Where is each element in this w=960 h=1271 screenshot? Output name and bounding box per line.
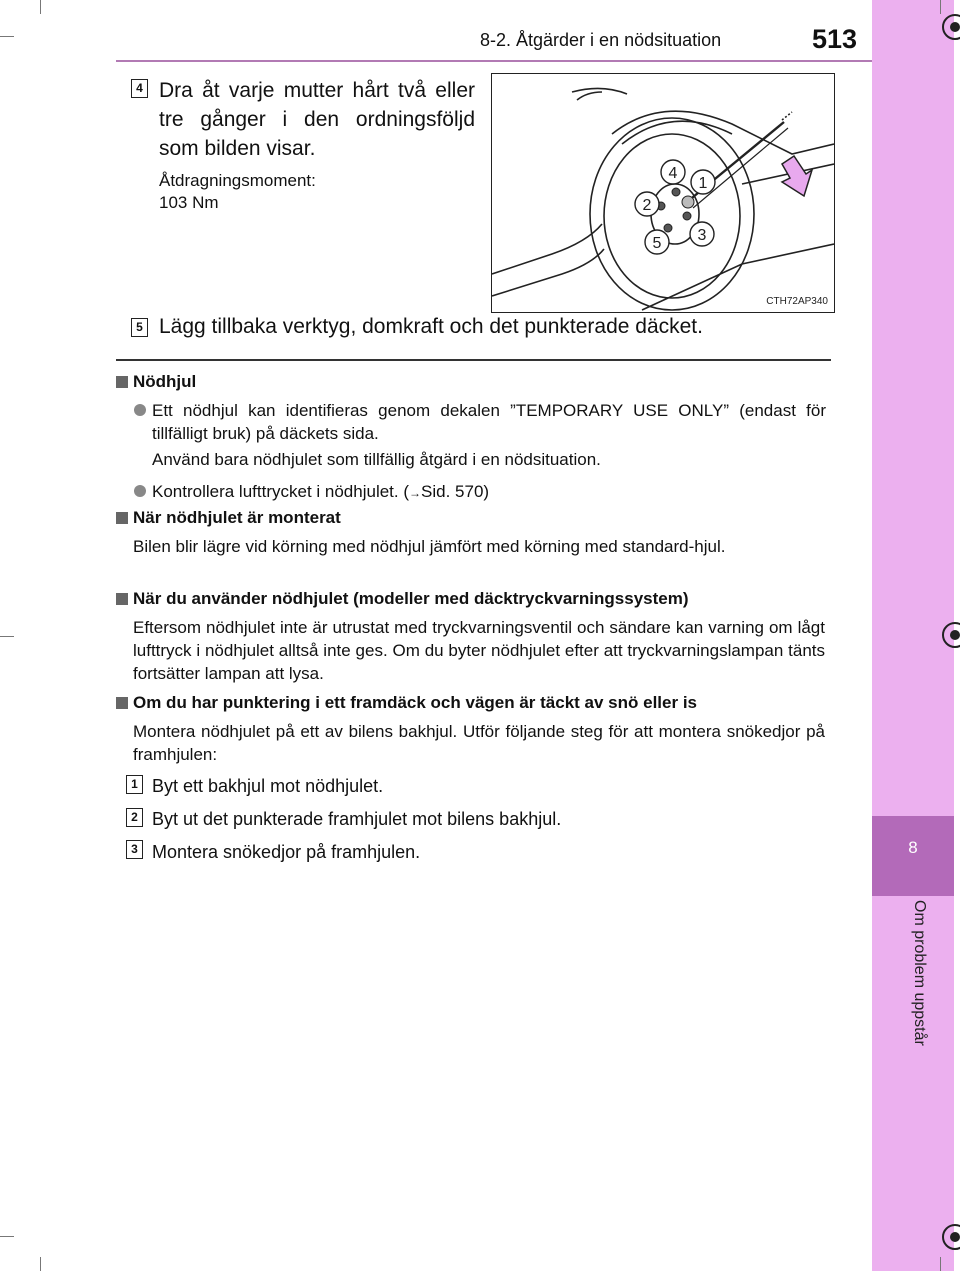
step4-text: Dra åt varje mutter hårt två eller tre gånger i den ordningsföljd som bilden visar.	[159, 79, 475, 160]
chapter-title: Om problem uppstår	[911, 900, 928, 1046]
bullet1-line1: Ett nödhjul kan identifieras genom dekalen ”TEMPORARY USE ONLY” (endast för tillfälligt bruk) på däckets sida.	[152, 401, 826, 443]
chapter-number: 8	[908, 838, 918, 857]
section-heading-tryckvarning: När du använder nödhjulet (modeller med däcktryckvarningssystem)	[133, 589, 689, 608]
bullet1-line2: Använd bara nödhjulet som tillfällig åtgärd i en nödsituation.	[152, 450, 601, 469]
step5-text: Lägg tillbaka verktyg, domkraft och det punkterade däcket.	[159, 315, 703, 338]
nut-label-2: 2	[642, 197, 652, 214]
bullet2	[152, 480, 489, 505]
step-number-4: 4	[131, 79, 148, 98]
bullet2-text: Kontrollera lufttrycket i nödhjulet. (	[152, 482, 410, 501]
list-number-2: 2	[126, 808, 143, 827]
section-heading-punktering: Om du har punktering i ett framdäck och vägen är täckt av snö eller is	[133, 693, 698, 712]
crop-mark	[0, 636, 14, 637]
section3-text: Eftersom nödhjulet inte är utrustat med tryckvarningsventil och sändare kan varning om lågt lufttryck i nödhjulet alltså inte ges. Om du byter nödhjulet efter att tryckvarningslampan tänts fortsätter lampan att lysa.	[133, 618, 825, 683]
nut-label-1: 1	[698, 175, 708, 192]
arrow-right-icon: →	[409, 486, 422, 500]
crop-mark	[940, 0, 941, 14]
step-number-5: 5	[131, 318, 148, 337]
nut-label-3: 3	[697, 227, 707, 244]
section2-text: Bilen blir lägre vid körning med nödhjul jämfört med körning med standard-hjul.	[133, 537, 726, 556]
torque-label: Åtdragningsmoment:	[159, 171, 316, 190]
page-number: 513	[812, 24, 858, 54]
list-number-3: 3	[126, 840, 143, 859]
list-item-3: Montera snökedjor på framhjulen.	[152, 842, 421, 862]
registration-dot-icon	[950, 1232, 960, 1242]
list-item-2: Byt ut det punkterade framhjulet mot bilens bakhjul.	[152, 809, 562, 829]
registration-dot-icon	[950, 630, 960, 640]
crop-mark	[40, 0, 41, 14]
crop-mark	[0, 36, 14, 37]
page-reference: Sid. 570)	[421, 482, 490, 501]
nut-label-4: 4	[668, 165, 678, 182]
list-item-1: Byt ett bakhjul mot nödhjulet.	[152, 776, 384, 796]
bullet-dot-icon	[134, 485, 146, 497]
crop-mark	[0, 1236, 14, 1237]
section-heading-monterat: När nödhjulet är monterat	[133, 508, 341, 527]
wheel-nut-figure	[491, 73, 835, 313]
section-heading-nodhjul: Nödhjul	[133, 372, 197, 391]
section-square-icon	[116, 593, 128, 605]
wheel-illustration	[492, 74, 834, 312]
section4-text: Montera nödhjulet på ett av bilens bakhjul. Utför följande steg för att montera snökedjor på framhjulen:	[133, 722, 825, 764]
section-square-icon	[116, 512, 128, 524]
section-square-icon	[116, 376, 128, 388]
section-title: 8-2. Åtgärder i en nödsituation	[480, 30, 722, 50]
section-square-icon	[116, 697, 128, 709]
section-divider	[116, 359, 831, 361]
bullet-dot-icon	[134, 404, 146, 416]
list-number-1: 1	[126, 775, 143, 794]
figure-code: CTH72AP340	[766, 296, 828, 307]
nut-label-5: 5	[652, 235, 662, 252]
registration-dot-icon	[950, 22, 960, 32]
header-rule	[116, 60, 872, 62]
crop-mark	[40, 1257, 41, 1271]
torque-value: 103 Nm	[159, 193, 219, 212]
crop-mark	[940, 1257, 941, 1271]
